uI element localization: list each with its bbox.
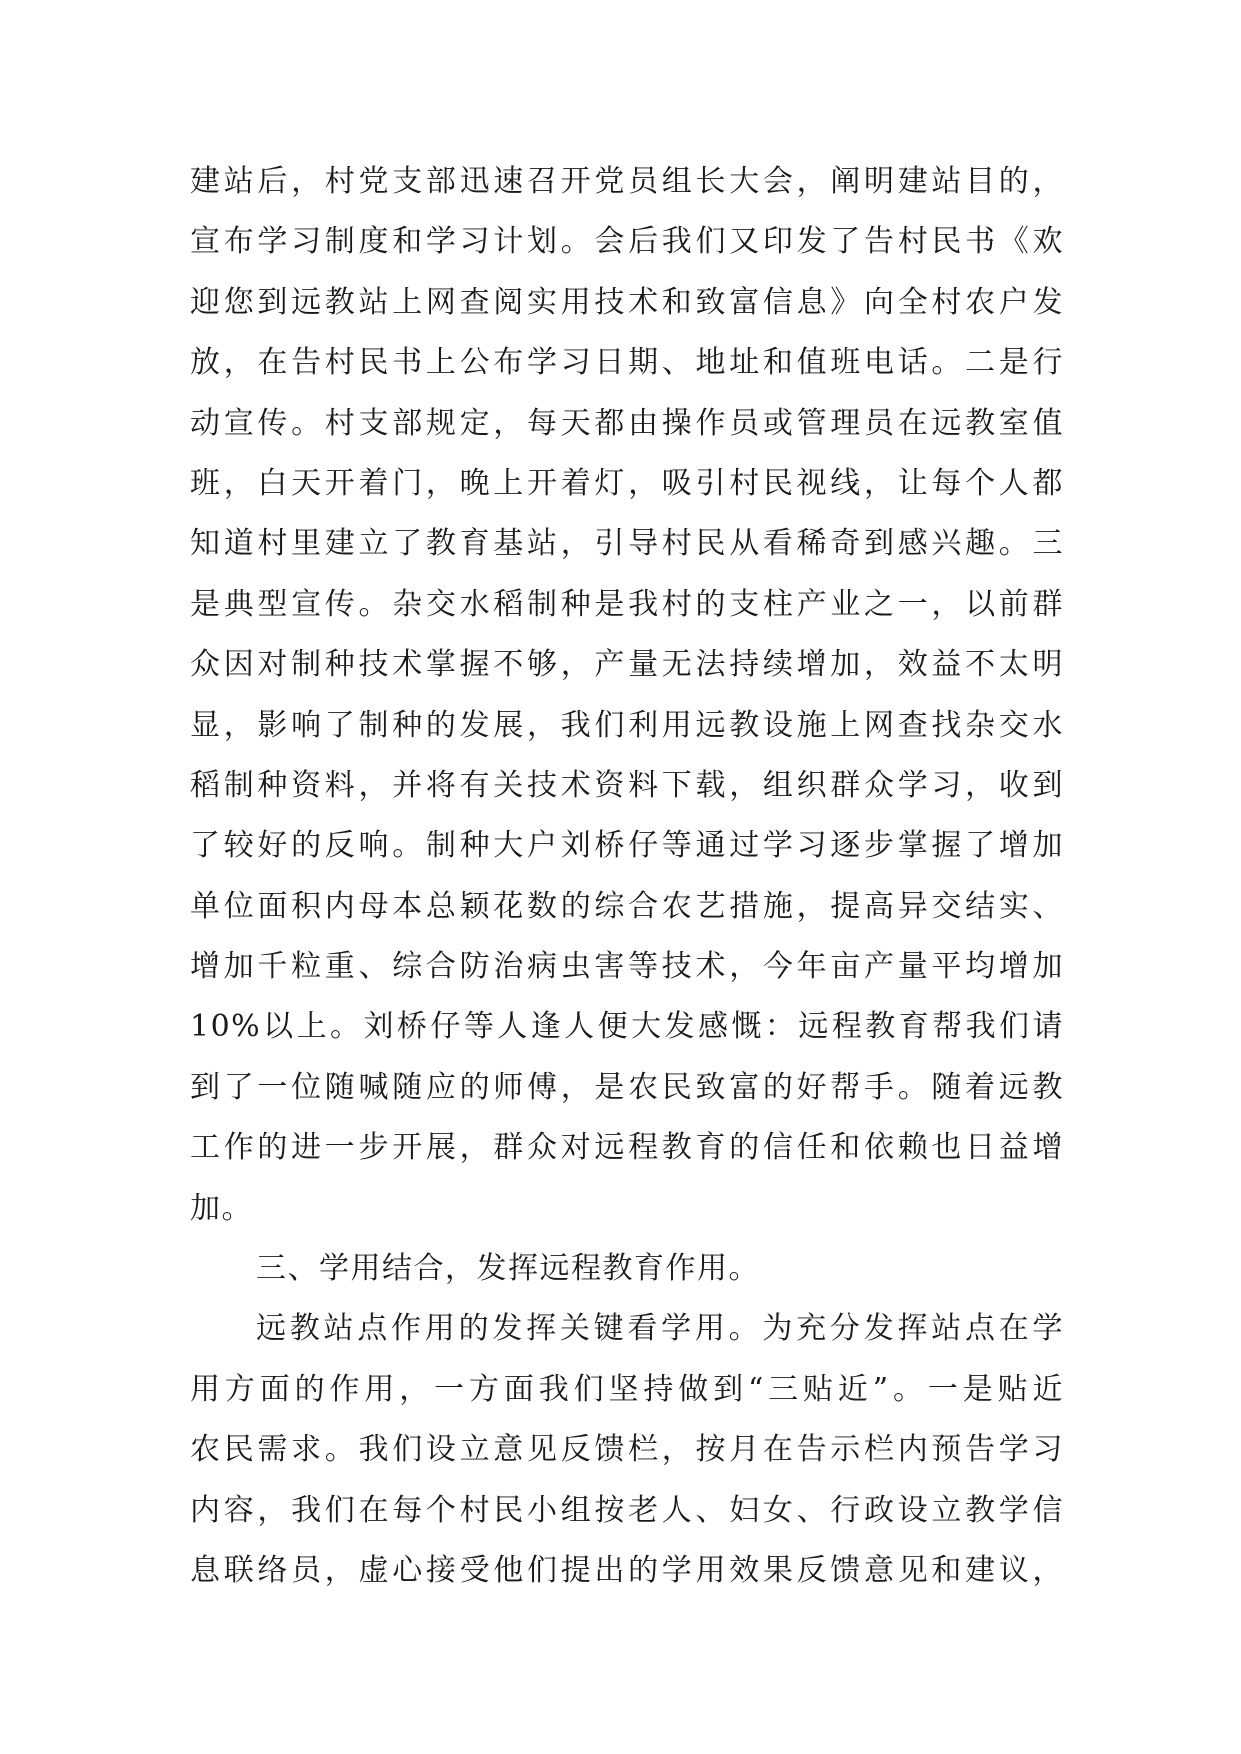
text-line: 迎您到远教站上网查阅实用技术和致富信息》向全村农户发 bbox=[190, 284, 1064, 320]
text-line: 放，在告村民书上公布学习日期、地址和值班电话。二是行 bbox=[190, 345, 1064, 381]
text-line: 班，白天开着门，晚上开着灯，吸引村民视线，让每个人都 bbox=[190, 465, 1064, 501]
text-line: 用方面的作用，一方面我们坚持做到“三贴近”。一是贴近 bbox=[190, 1371, 1064, 1407]
text-line: 建站后，村党支部迅速召开党员组长大会，阐明建站目的， bbox=[190, 164, 1064, 199]
text-line: 单位面积内母本总颖花数的综合农艺措施，提高异交结实、 bbox=[190, 888, 1064, 924]
text-line: 动宣传。村支部规定，每天都由操作员或管理员在远教室值 bbox=[190, 405, 1064, 441]
text-line: 到了一位随喊随应的师傅，是农民致富的好帮手。随着远教 bbox=[190, 1069, 1064, 1105]
paragraph-1 bbox=[190, 152, 1064, 1239]
text-line: 内容，我们在每个村民小组按老人、妇女、行政设立教学信 bbox=[190, 1492, 1064, 1528]
text-line: 工作的进一步开展，群众对远程教育的信任和依赖也日益增 bbox=[190, 1130, 1064, 1166]
document-page bbox=[190, 152, 1064, 1601]
text-line: 增加千粒重、综合防治病虫害等技术，今年亩产量平均增加 bbox=[190, 949, 1064, 985]
text-line: 农民需求。我们设立意见反馈栏，按月在告示栏内预告学习 bbox=[190, 1432, 1064, 1468]
text-line: 10%以上。刘桥仔等人逢人便大发感慨：远程教育帮我们请 bbox=[190, 1009, 1064, 1045]
text-line: 远教站点作用的发挥关键看学用。为充分发挥站点在学 bbox=[256, 1311, 1064, 1347]
heading-line: 三、学用结合，发挥远程教育作用。 bbox=[256, 1251, 760, 1287]
text-line: 众因对制种技术掌握不够，产量无法持续增加，效益不太明 bbox=[190, 647, 1064, 683]
text-line: 显，影响了制种的发展，我们利用远教设施上网查找杂交水 bbox=[190, 707, 1064, 743]
text-line: 加。 bbox=[190, 1190, 253, 1226]
paragraph-3 bbox=[190, 1299, 1064, 1601]
section-heading bbox=[190, 1239, 1064, 1299]
text-line: 是典型宣传。杂交水稻制种是我村的支柱产业之一，以前群 bbox=[190, 586, 1064, 622]
text-line: 了较好的反响。制种大户刘桥仔等通过学习逐步掌握了增加 bbox=[190, 828, 1064, 864]
text-line: 宣布学习制度和学习计划。会后我们又印发了告村民书《欢 bbox=[190, 224, 1064, 260]
text-line: 稻制种资料，并将有关技术资料下载，组织群众学习，收到 bbox=[190, 767, 1064, 803]
text-line: 息联络员，虚心接受他们提出的学用效果反馈意见和建议， bbox=[190, 1552, 1064, 1588]
text-line: 知道村里建立了教育基站，引导村民从看稀奇到感兴趣。三 bbox=[190, 526, 1064, 562]
